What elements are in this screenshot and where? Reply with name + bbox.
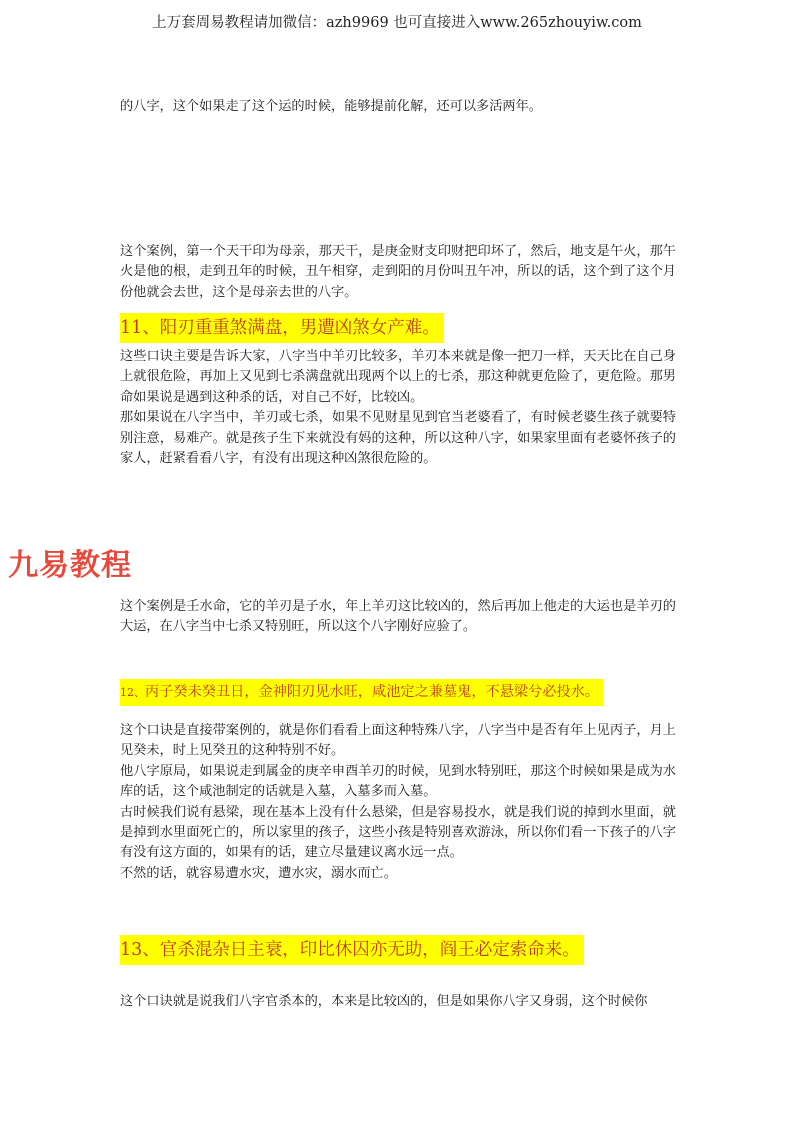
paragraph-text: 这些口诀主要是告诉大家，八字当中羊刃比较多，羊刃本来就是像一把刀一样，天天比在自己身上就很危险，再加上又见到七杀满盘就出现两个以上的七杀，那这种就更危险了，更危险。那男命如果说是遇到这种杀的话，对自己不好，比较凶。 xyxy=(120,349,676,405)
paragraph-text: 这个案例，第一个天干印为母亲，那天干，是庚金财支印财把印坏了，然后，地支是午火，那午火是他的根，走到丑年的时候，丑午相穿，走到阳的月份叫丑午冲，所以的话，这个到了这个月份他就会去世，这个是母亲去世的八字。 xyxy=(120,244,676,300)
paragraph-text: 的八字，这个如果走了这个运的时候，能够提前化解，还可以多活两年。 xyxy=(120,99,542,114)
section-heading-11: 11、阳刃重重煞满盘，男遭凶煞女产难。 xyxy=(120,313,444,343)
paragraph-text: 不然的话，就容易遭水灾，遭水灾，溺水而亡。 xyxy=(120,865,397,881)
heading-text: 丙子癸未癸丑日，金神阳刃见水旺，咸池定之兼墓鬼，不悬梁兮必投水。 xyxy=(145,684,600,700)
watermark-logo: 九易教程 xyxy=(8,548,132,583)
paragraph-explanation-12 xyxy=(120,721,676,884)
heading-number: 12、 xyxy=(120,686,145,699)
paragraph-continuation xyxy=(120,97,676,117)
paragraph-case-renshui xyxy=(120,597,676,638)
paragraph-text: 这个案例是壬水命，它的羊刃是子水，年上羊刃这比较凶的，然后再加上他走的大运也是羊刃的大运，在八字当中七杀又特别旺，所以这个八字刚好应验了。 xyxy=(120,599,676,635)
paragraph-explanation-13 xyxy=(120,992,676,1012)
paragraph-explanation-11 xyxy=(120,347,676,469)
paragraph-text: 那如果说在八字当中，羊刃或七杀，如果不见财星见到官当老婆看了，有时候老婆生孩子就要特别注意，易难产。就是孩子生下来就没有妈的这种，所以这种八字，如果家里面有老婆怀孩子的家人，赶紧看看八字，有没有出现这种凶煞很危险的。 xyxy=(120,410,676,467)
paragraph-text: 古时候我们说有悬梁，现在基本上没有什么悬梁，但是容易投水，就是我们说的掉到水里面，就是掉到水里面死亡的，所以家里的孩子，这些小孩是特别喜欢游泳，所以你们看一下孩子的八字有没有这方面的，如果有的话，建立尽量建议离水远一点。 xyxy=(120,804,676,861)
paragraph-text: 他八字原局，如果说走到属金的庚辛申酉羊刃的时候，见到水特别旺，那这个时候如果是成为水库的话，这个咸池制定的话就是入墓，入墓多而入墓。 xyxy=(120,763,676,800)
section-heading-13: 13、官杀混杂日主衰，印比休囚亦无助，阎王必定索命来。 xyxy=(120,935,584,965)
paragraph-text: 这个口诀是直接带案例的，就是你们看看上面这种特殊八字，八字当中是否有年上见丙子，月上见癸未，时上见癸丑的这种特别不好。 xyxy=(120,723,676,759)
section-heading-12 xyxy=(120,679,603,706)
page-header: 上万套周易教程请加微信：azh9969 也可直接进入www.265zhouyiw.com xyxy=(152,15,642,31)
paragraph-text: 这个口诀就是说我们八字官杀本的，本来是比较凶的，但是如果你八字又身弱，这个时候你 xyxy=(120,994,648,1009)
paragraph-case-mother xyxy=(120,242,676,303)
